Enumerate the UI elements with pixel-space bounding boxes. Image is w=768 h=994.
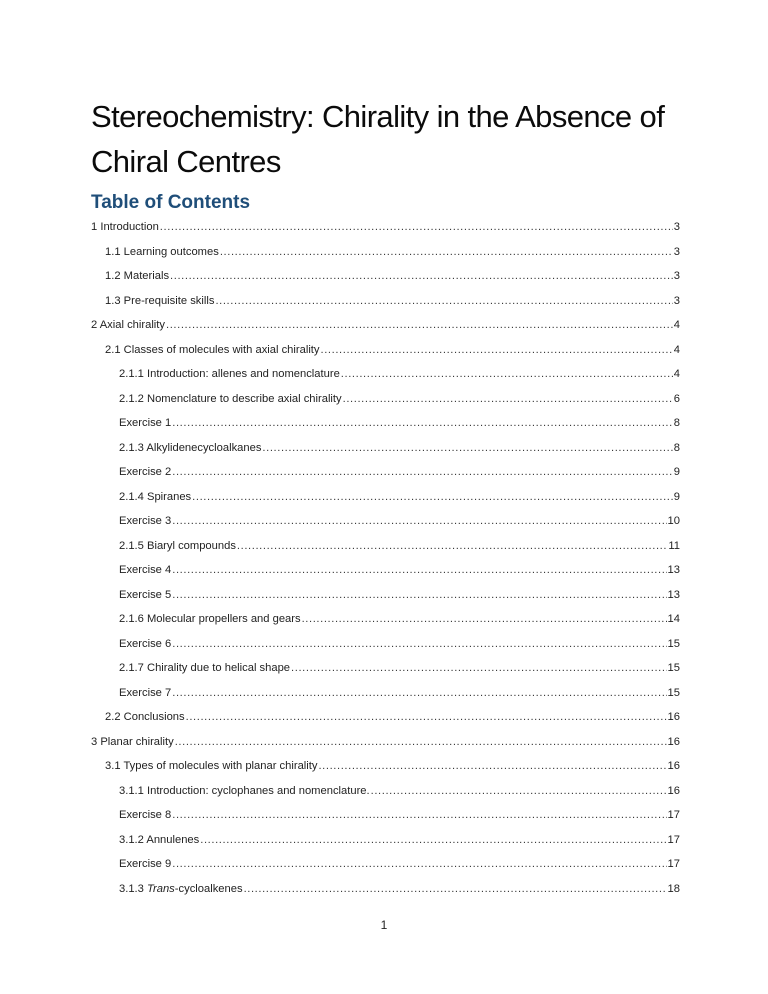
toc-leader-dots [160,219,673,235]
toc-entry-page: 15 [667,637,680,650]
toc-entry-page: 16 [667,735,680,748]
toc-entry-label: 2.1.5 Biaryl compounds [119,539,236,552]
toc-entry-label: Exercise 1 [119,417,172,429]
toc-leader-dots [371,783,667,799]
toc-leader-dots [172,464,673,480]
toc-leader-dots [170,268,673,284]
toc-leader-dots [172,685,666,701]
toc-entry[interactable] [91,587,680,603]
toc-entry-label: 3.1.3 Trans-cycloalkenes [119,882,243,895]
toc-leader-dots [172,587,666,603]
toc-entry-page: 16 [667,784,680,797]
toc-leader-dots [172,513,666,529]
toc-entry[interactable] [91,440,680,456]
toc-entry-label: 2.1.1 Introduction: allenes and nomenclature [119,368,340,380]
toc-entry[interactable] [91,758,680,774]
toc-leader-dots [172,636,666,652]
toc-entry-label: 2.2 Conclusions [105,711,185,723]
toc-entry-page: 3 [673,245,680,258]
toc-leader-dots [166,317,673,333]
toc-entry-label: 2.1.4 Spiranes [119,490,192,503]
toc-leader-dots [172,562,666,578]
toc-entry-page: 17 [667,809,680,821]
document-title: Stereochemistry: Chirality in the Absence of Chiral Centres [91,99,665,179]
toc-entry[interactable] [91,611,680,627]
toc-entry-label: 2.1.3 Alkylidenecycloalkanes [119,441,262,454]
toc-leader-dots [200,832,666,848]
toc-leader-dots [343,391,673,407]
toc-leader-dots [341,366,673,382]
toc-entry-page: 4 [673,319,680,331]
toc-entry-page: 9 [673,490,680,503]
toc-entry[interactable] [91,636,680,652]
toc-leader-dots [302,611,667,627]
toc-entry-label: 1.2 Materials [105,270,170,282]
toc-entry-page: 17 [667,858,680,870]
toc-entry[interactable] [91,391,680,407]
page-number: 1 [380,918,388,932]
toc-entry[interactable] [91,562,680,578]
toc-entry[interactable] [91,856,680,872]
toc-entry-label: 3 Planar chirality [91,735,174,748]
toc-entry[interactable] [91,832,680,848]
toc-entry-label: 3.1.1 Introduction: cyclophanes and nomenclature. [119,784,370,797]
toc-entry-page: 9 [673,466,680,478]
toc-entry[interactable] [91,317,680,333]
toc-entry-page: 16 [667,711,680,723]
toc-entry-label: Exercise 8 [119,809,172,821]
toc-entry-page: 13 [667,564,680,576]
toc-entry-label: Exercise 7 [119,686,172,699]
toc-entry-label: Exercise 2 [119,466,172,478]
toc-entry-label: 2.1.2 Nomenclature to describe axial chirality [119,392,342,405]
toc-entry[interactable] [91,881,680,897]
toc-entry-page: 3 [673,221,680,233]
toc-leader-dots [172,856,666,872]
toc-entry-page: 8 [673,441,680,454]
toc-entry-page: 15 [667,662,680,674]
toc-leader-dots [318,758,666,774]
toc-entry-label: Exercise 4 [119,564,172,576]
toc-entry-label: 3.1.2 Annulenes [119,833,200,846]
toc-entry[interactable] [91,219,680,235]
toc-entry[interactable] [91,807,680,823]
toc-entry-label: 2 Axial chirality [91,319,165,331]
toc-entry-page: 10 [667,515,680,527]
toc-entry-page: 14 [667,613,680,625]
toc-leader-dots [262,440,672,456]
toc-leader-dots [192,489,673,505]
toc-entry-label: Exercise 6 [119,637,172,650]
toc-entry[interactable] [91,293,680,309]
toc-entry[interactable] [91,734,680,750]
toc-entry[interactable] [91,342,680,358]
toc-entry-label: 1.1 Learning outcomes [105,245,219,258]
toc-entry[interactable] [91,244,680,260]
toc-entry[interactable] [91,415,680,431]
toc-entry[interactable] [91,489,680,505]
toc-entry-page: 8 [673,417,680,429]
toc-leader-dots [244,881,667,897]
toc-entry-page: 15 [667,686,680,699]
toc-entry[interactable] [91,513,680,529]
toc-entry-label: 2.1.7 Chirality due to helical shape [119,662,291,674]
toc-entry-page: 4 [673,343,680,356]
toc-entry[interactable] [91,268,680,284]
toc-entry-page: 16 [667,760,680,772]
toc-entry-page: 4 [673,368,680,380]
toc-entry-label: 3.1 Types of molecules with planar chirality [105,760,318,772]
toc-entry-label: Exercise 3 [119,515,172,527]
toc-entry-label-italic: Trans [147,882,175,895]
toc-entry-page: 17 [667,833,680,846]
toc-leader-dots [291,660,667,676]
toc-entry[interactable] [91,366,680,382]
toc-entry-page: 11 [668,539,680,552]
toc-entry-label-rest: -cycloalkenes [174,882,243,895]
toc-entry-label: Exercise 9 [119,858,172,870]
toc-entry-label: 2.1.6 Molecular propellers and gears [119,613,301,625]
toc-entry[interactable] [91,685,680,701]
toc-entry[interactable] [91,783,680,799]
toc-leader-dots [215,293,672,309]
toc-leader-dots [172,415,673,431]
toc-entry-label: 1 Introduction [91,221,159,233]
toc-entry[interactable] [91,538,680,554]
toc-entry-label: 1.3 Pre-requisite skills [105,294,215,307]
toc-entry-page: 3 [673,294,680,307]
toc-entry[interactable] [91,709,680,725]
toc-leader-dots [186,709,667,725]
toc-entry[interactable] [91,464,680,480]
toc-entry-page: 6 [673,392,680,405]
toc-entry-page: 3 [673,270,680,282]
toc-leader-dots [175,734,667,750]
toc-leader-dots [321,342,673,358]
toc-leader-dots [237,538,667,554]
toc-entry[interactable] [91,660,680,676]
toc-entry-label: Exercise 5 [119,588,172,601]
toc-entry-page: 13 [667,588,680,601]
toc-entry-label: 2.1 Classes of molecules with axial chirality [105,343,320,356]
toc-leader-dots [220,244,673,260]
toc-heading: Table of Contents [91,192,251,213]
toc-leader-dots [172,807,666,823]
toc-entry-page: 18 [667,882,680,895]
